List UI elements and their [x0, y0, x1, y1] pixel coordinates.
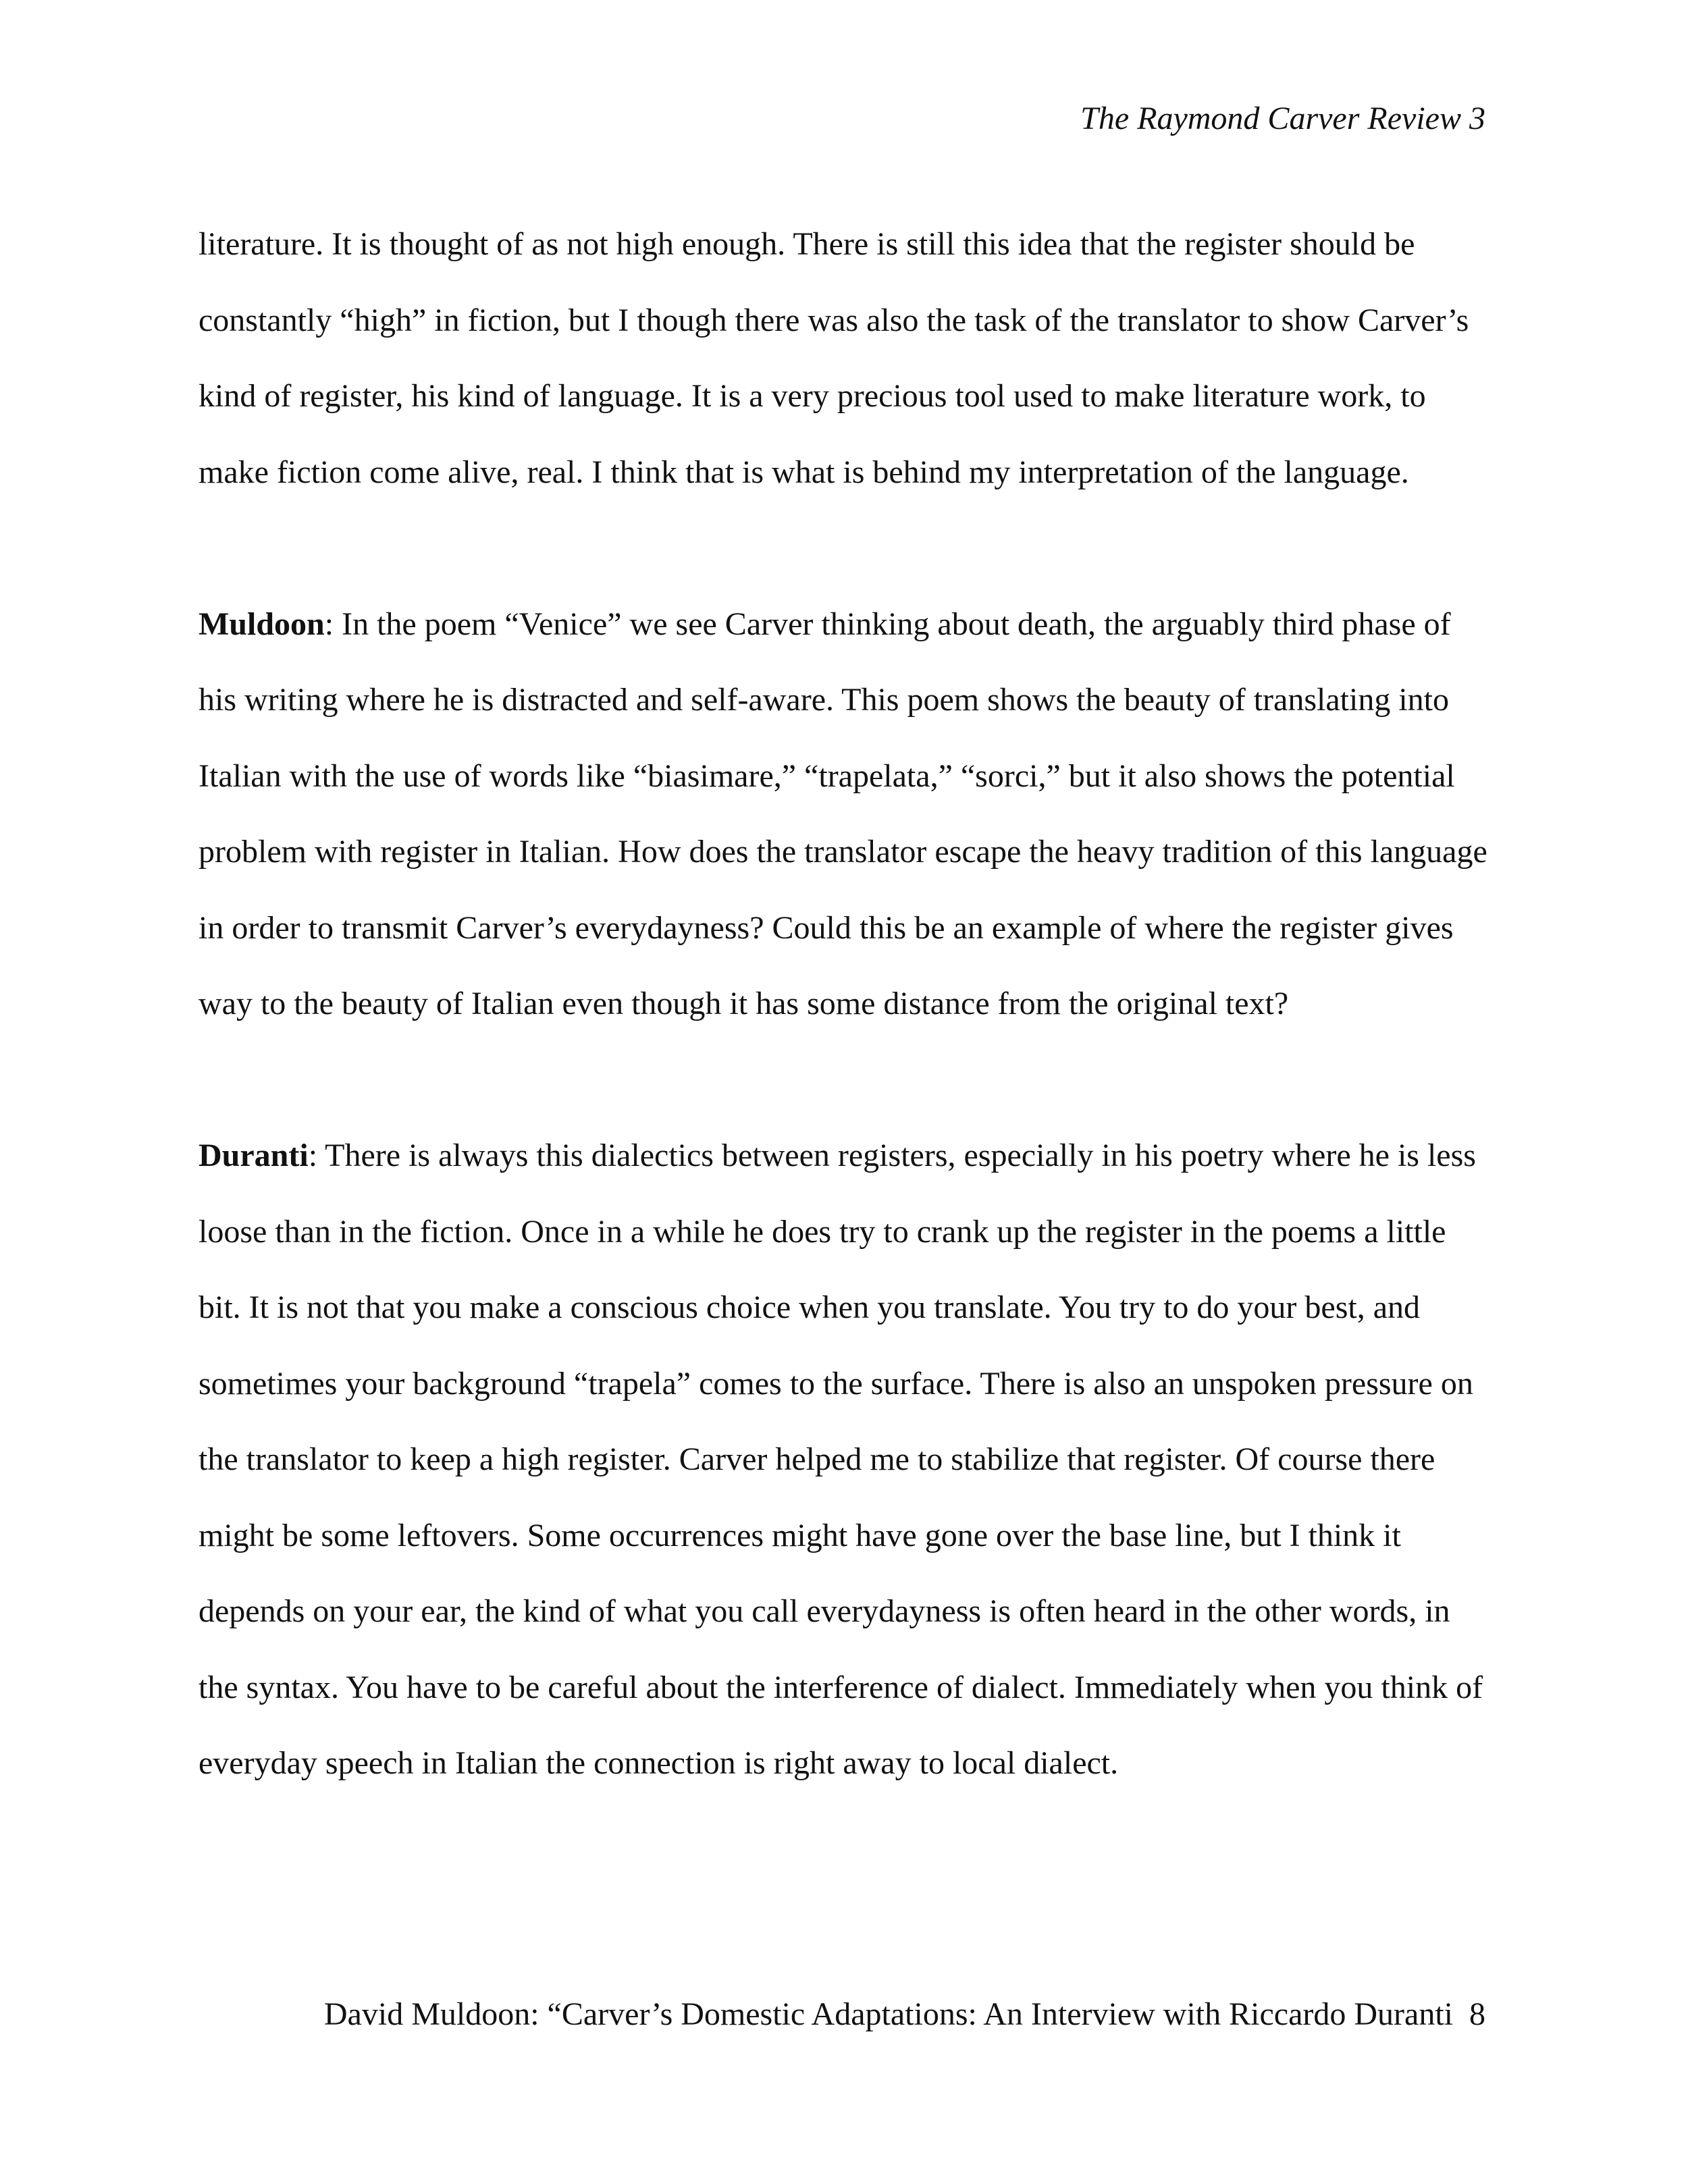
paragraph-text: In the poem “Venice” we see Carver thinking about death, the arguably third phase of his writing where he is distracted and self-aware. This poem shows the beauty of translating into Italian with the use of words like “biasimare,” “trapelata,” “sorci,” but it also shows the potential problem with register in Italian. How does the translator escape the heavy tradition of this language in order to transmit Carver’s everydayness? Could this be an example of where the register gives way to the beauty of Italian even though it has some distance from the original text? [199, 606, 1487, 1021]
running-title: The Raymond Carver Review 3 [1080, 101, 1485, 136]
speaker-separator: : [324, 606, 342, 642]
running-header [1080, 99, 1485, 139]
paragraph-continuation [199, 207, 1495, 510]
speaker-name: Duranti [199, 1138, 309, 1173]
paragraph-text: There is always this dialectics between registers, especially in his poetry where he is less loose than in the fiction. Once in a while he does try to crank up the register in the poems a little bit. It is not that you make a conscious choice when you translate. You try to do your best, and sometimes your background “trapela” comes to the surface. There is also an unspoken pressure on the translator to keep a high register. Carver helped me to stabilize that register. Of course there might be some leftovers. Some occurrences might have gone over the base line, but I think it depends on your ear, the kind of what you call everydayness is often heard in the other words, in the syntax. You have to be careful about the interference of dialect. Immediately when you think of everyday speech in Italian the connection is right away to local dialect. [199, 1138, 1483, 1781]
page-footer [324, 1994, 1485, 2035]
paragraph-text: literature. It is thought of as not high enough. There is still this idea that the register should be constantly “high” in fiction, but I though there was also the task of the translator to show Carver’s kind of register, his kind of language. It is a very precious tool used to make literature work, to make fiction come alive, real. I think that is what is behind my interpretation of the language. [199, 226, 1469, 490]
speaker-name: Muldoon [199, 606, 325, 642]
paragraph-muldoon [199, 587, 1495, 1042]
speaker-separator: : [308, 1138, 325, 1173]
page-number: 8 [1469, 1996, 1485, 2032]
paragraph-duranti [199, 1118, 1495, 1802]
article-body [199, 207, 1495, 1802]
footer-citation: David Muldoon: “Carver’s Domestic Adaptations: An Interview with Riccardo Duranti [323, 1996, 1453, 2032]
